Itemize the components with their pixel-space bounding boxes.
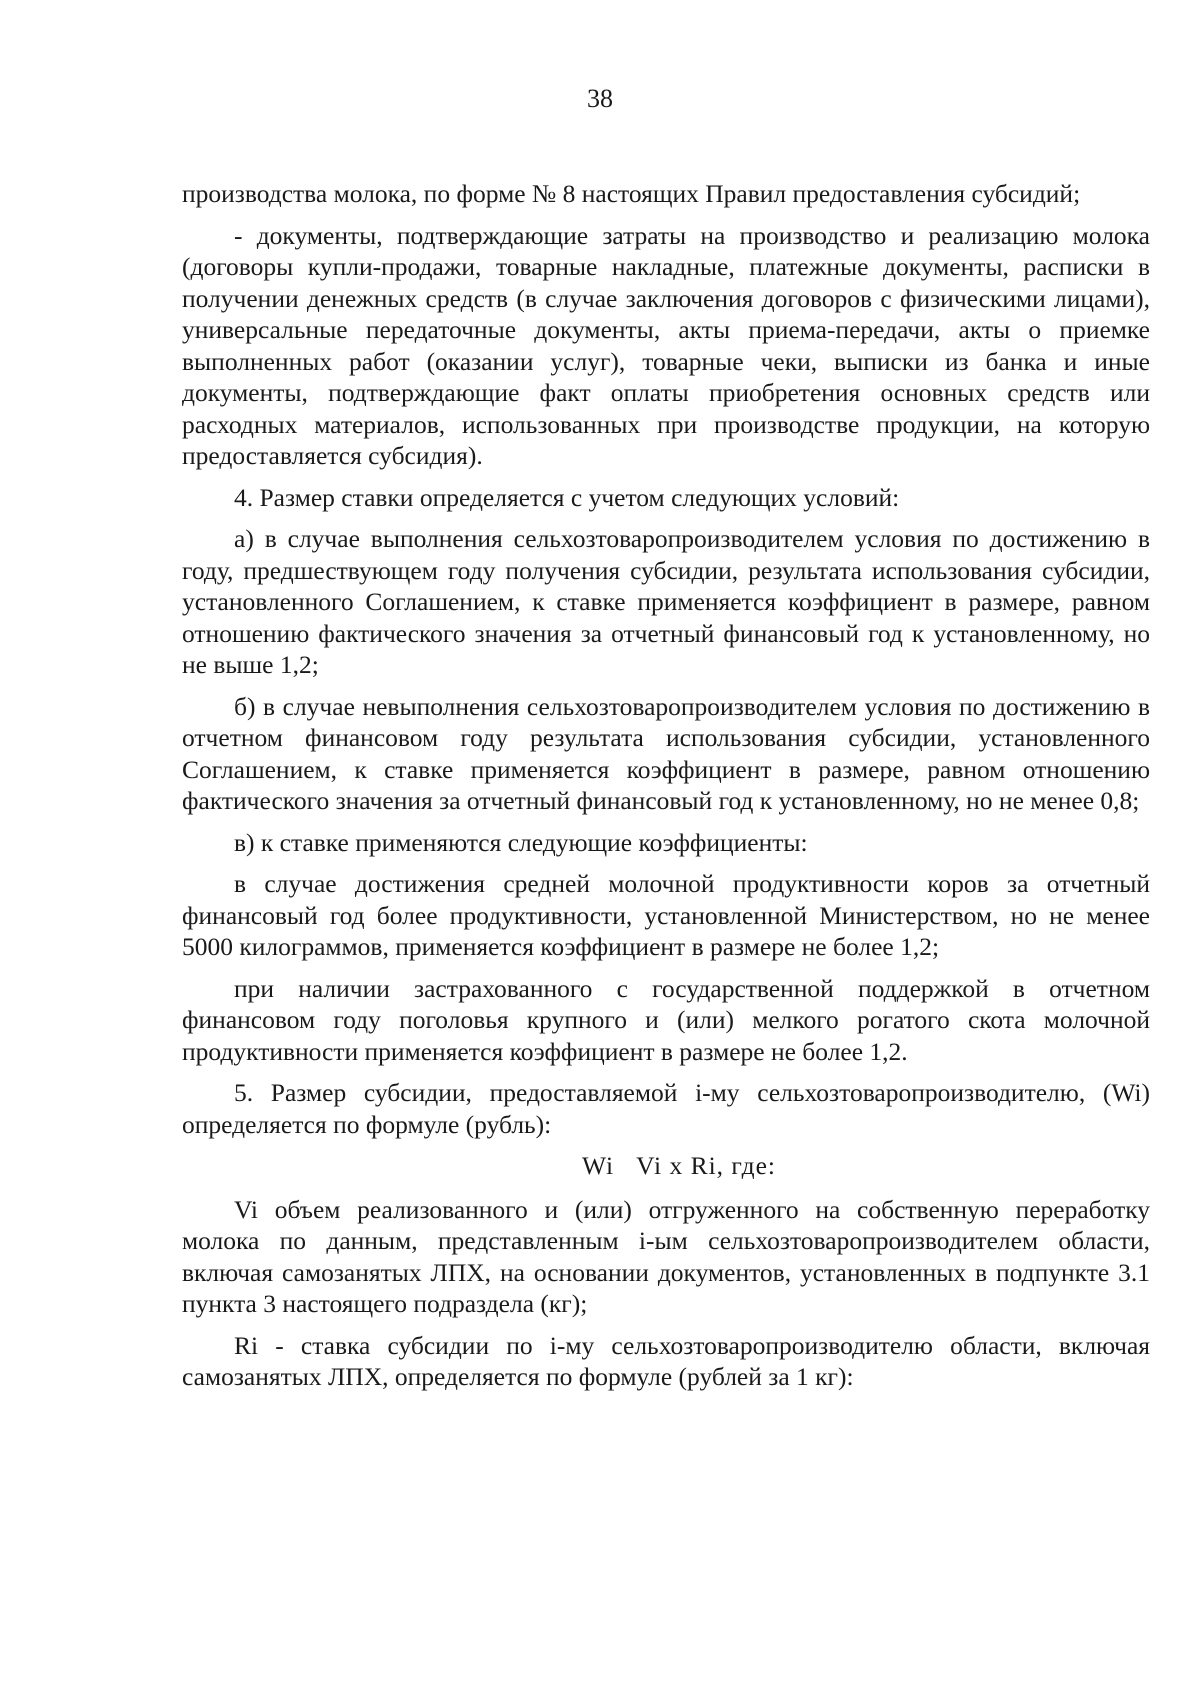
paragraph-milk-productivity: в случае достижения средней молочной продуктивности коров за отчетный финансовый год более продуктивности, установленной Министерством, но не менее 5000 килограммов, применяется коэффициент в размере не более 1,2; <box>182 869 1150 961</box>
document-body <box>182 178 1150 1403</box>
formula-lhs: Wi <box>581 1151 615 1180</box>
formula-rhs: Vi x Ri, где: <box>636 1151 777 1180</box>
paragraph-form-8: производства молока, по форме № 8 настоящих Правил предоставления субсидий; <box>182 179 1081 208</box>
paragraph-condition-b: б) в случае невыполнения сельхозтоваропроизводителем условия по достижению в отчетном финансовом году результата использования субсидии, установленного Соглашением, к ставке применяется коэффициент в размере, равном отношению фактического значения за отчетный финансовый год к установленному, но не менее 0,8; <box>182 691 1150 815</box>
paragraph-condition-v: в) к ставке применяются следующие коэффициенты: <box>234 827 808 857</box>
paragraph-subsidy-size: 5. Размер субсидии, предоставляемой i-му сельхозтоваропроизводителю, (Wi) определяется по формуле (рубль): <box>182 1078 1150 1139</box>
paragraph-cost-documents: - документы, подтверждающие затраты на производство и реализацию молока (договоры купли-продажи, товарные накладные, платежные документы, расписки в получении денежных средств (в случае заключения договоров с физическими лицами), универсальные передаточные документы, акты приема-передачи, акты о приемке выполненных работ (оказании услуг), товарные чеки, выписки из банка и иные документы, подтверждающие факт оплаты приобретения основных средств или расходных материалов, использованных при производстве продукции, на которую предоставляется субсидия). <box>182 220 1150 470</box>
paragraph-volume-definition: Vi объем реализованного и (или) отгруженного на собственную переработку молока по данным, представленным i-ым сельхозтоваропроизводителем области, включая самозанятых ЛПХ, на основании документов, установленных в подпункте 3.1 пункта 3 настоящего подраздела (кг); <box>182 1194 1150 1318</box>
paragraph-condition-a: а) в случае выполнения сельхозтоваропроизводителем условия по достижению в году, предшествующем году получения субсидии, результата использования субсидии, установленного Соглашением, к ставке применяется коэффициент в размере, равном отношению фактического значения за отчетный финансовый год к установленному, но не выше 1,2; <box>182 524 1150 679</box>
page-number: 38 <box>587 84 613 113</box>
paragraph-insured-livestock: при наличии застрахованного с государственной поддержкой в отчетном финансовом году поголовья крупного и (или) мелкого рогатого скота молочной продуктивности применяется коэффициент в размере не более 1,2. <box>182 973 1150 1066</box>
subsidy-formula <box>182 1150 1150 1182</box>
paragraph-rate-definition: Ri - ставка субсидии по i-му сельхозтоваропроизводителю области, включая самозанятых ЛПХ, определяется по формуле (рублей за 1 кг): <box>182 1330 1150 1391</box>
paragraph-rate-conditions: 4. Размер ставки определяется с учетом следующих условий: <box>234 482 900 512</box>
